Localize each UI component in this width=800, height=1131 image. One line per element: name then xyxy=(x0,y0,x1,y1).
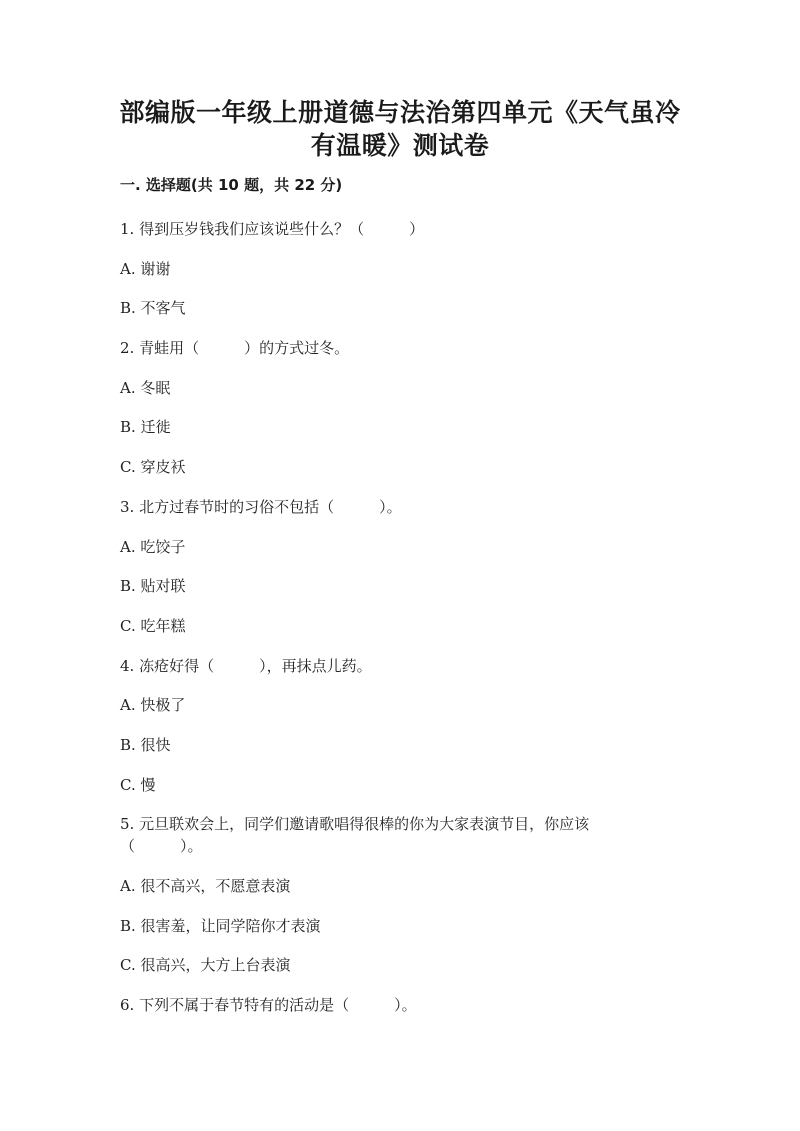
question-2 xyxy=(120,338,700,358)
section-heading: 一. 选择题(共 10 题，共 22 分) xyxy=(120,176,343,194)
question-text: 4. 冻疮好得（ ），再抹点儿药。 xyxy=(120,656,372,675)
option-text: C. 慢 xyxy=(120,775,156,794)
question-text-continued: （ ）。 xyxy=(120,837,203,856)
question-6 xyxy=(120,995,700,1015)
option-text: A. 吃饺子 xyxy=(120,537,186,556)
question-list xyxy=(120,219,700,1015)
question-1 xyxy=(120,219,700,239)
exam-title-line-1: 部编版一年级上册道德与法治第四单元《天气虽冷 xyxy=(119,98,681,127)
option-2c xyxy=(120,457,700,477)
question-text: 2. 青蛙用（ ）的方式过冬。 xyxy=(120,339,350,358)
question-3 xyxy=(120,497,700,517)
exam-title-line-2: 有温暖》测试卷 xyxy=(310,131,490,160)
option-text: B. 贴对联 xyxy=(120,577,186,596)
option-text: B. 很害羞，让同学陪你才表演 xyxy=(120,916,321,935)
option-text: A. 快极了 xyxy=(120,696,186,715)
question-text: 6. 下列不属于春节特有的活动是（ ）。 xyxy=(120,996,417,1015)
option-2b xyxy=(120,417,700,437)
question-text: 3. 北方过春节时的习俗不包括（ ）。 xyxy=(120,497,402,516)
option-text: C. 吃年糕 xyxy=(120,616,186,635)
option-text: A. 冬眠 xyxy=(120,378,171,397)
question-text: 1. 得到压岁钱我们应该说些什么？（ ） xyxy=(120,220,425,238)
option-1a xyxy=(120,259,700,279)
option-text: A. 很不高兴，不愿意表演 xyxy=(120,877,291,895)
option-1b xyxy=(120,298,700,318)
option-text: C. 穿皮袄 xyxy=(120,458,186,477)
question-text: 5. 元旦联欢会上，同学们邀请歌唱得很棒的你为大家表演节目，你应该 xyxy=(120,815,590,834)
option-3c xyxy=(120,616,700,636)
option-text: B. 很快 xyxy=(120,735,171,754)
option-3b xyxy=(120,576,700,596)
option-text: A. 谢谢 xyxy=(120,259,171,278)
option-5c xyxy=(120,955,700,975)
option-2a xyxy=(120,378,700,398)
option-3a xyxy=(120,537,700,557)
option-text: C. 很高兴，大方上台表演 xyxy=(120,956,291,975)
option-4a xyxy=(120,695,700,715)
option-text: B. 不客气 xyxy=(120,299,186,318)
option-text: B. 迁徙 xyxy=(120,418,171,437)
option-5b xyxy=(120,916,700,936)
question-5 xyxy=(120,814,700,856)
option-4b xyxy=(120,735,700,755)
option-5a xyxy=(120,876,700,896)
question-4 xyxy=(120,656,700,676)
option-4c xyxy=(120,775,700,795)
